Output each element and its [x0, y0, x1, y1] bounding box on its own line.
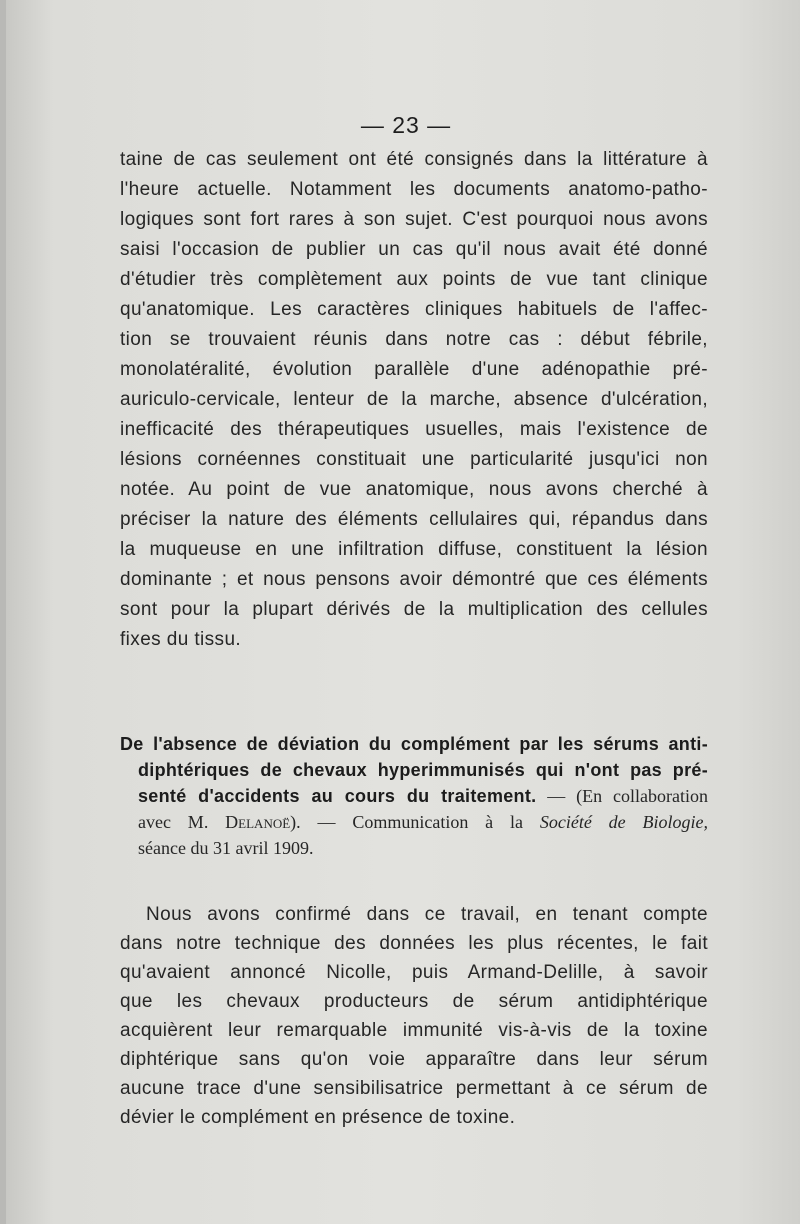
- text-line: dans notre technique des données les plus récentes, le fait: [120, 933, 708, 954]
- text-line: notée. Au point de vue anatomique, nous avons cherché à: [120, 479, 708, 500]
- text-line: taine de cas seulement ont été consignés dans la littérature à: [120, 149, 708, 170]
- text-line: aucune trace d'une sensibilisatrice permettant à ce sérum de: [120, 1078, 708, 1099]
- text-line: d'étudier très complètement aux points de vue tant clinique: [120, 269, 708, 290]
- text-line: sont pour la plupart dérivés de la multiplication des cellules: [120, 599, 708, 620]
- session-date: séance du 31 avril 1909.: [138, 838, 314, 858]
- text-line: tion se trouvaient réunis dans notre cas : début fébrile,: [120, 329, 708, 350]
- body-paragraph-1: [120, 145, 708, 655]
- section-title-line: diphtériques de chevaux hyperimmunisés qui n'ont pas pré-: [138, 760, 708, 780]
- text-line: inefficacité des thérapeutiques usuelles, mais l'existence de: [120, 419, 708, 440]
- journal-name: Société de Biologie,: [539, 812, 708, 832]
- page-number: — 23 —: [360, 112, 452, 138]
- collaborator-prefix: avec M.: [138, 812, 226, 832]
- collaborator-name: Delanoë: [225, 812, 291, 832]
- text-line: monolatéralité, évolution parallèle d'une adénopathie pré-: [120, 359, 708, 380]
- text-line: Nous avons confirmé dans ce travail, en tenant compte: [146, 904, 708, 925]
- text-line: que les chevaux producteurs de sérum antidiphtérique: [120, 991, 708, 1012]
- text-line: saisi l'occasion de publier un cas qu'il nous avait été donné: [120, 239, 708, 260]
- page: [6, 0, 800, 1224]
- text-line: acquièrent leur remarquable immunité vis-à-vis de la toxine: [120, 1020, 708, 1041]
- text-line: dévier le complément en présence de toxine.: [120, 1107, 516, 1128]
- section-title-line: De l'absence de déviation du complément par les sérums anti-: [120, 734, 708, 754]
- text-line: auriculo-cervicale, lenteur de la marche, absence d'ulcération,: [120, 389, 708, 410]
- body-paragraph-2: [120, 900, 708, 1132]
- text-line: l'heure actuelle. Notamment les documents anatomo-patho-: [120, 179, 708, 200]
- text-line: qu'anatomique. Les caractères cliniques habituels de l'affec-: [120, 299, 708, 320]
- collaboration-note: — (En collaboration: [536, 786, 708, 806]
- text-line: préciser la nature des éléments cellulaires qui, répandus dans: [120, 509, 708, 530]
- text-line: qu'avaient annoncé Nicolle, puis Armand-Delille, à savoir: [120, 962, 708, 983]
- text-line: diphtérique sans qu'on voie apparaître dans leur sérum: [120, 1049, 708, 1070]
- communication-text: ). — Communication à la: [290, 812, 540, 832]
- section-entry: [120, 731, 708, 861]
- text-line: fixes du tissu.: [120, 629, 242, 650]
- text-line: logiques sont fort rares à son sujet. C'est pourquoi nous avons: [120, 209, 708, 230]
- text-line: la muqueuse en une infiltration diffuse, constituent la lésion: [120, 539, 708, 560]
- text-line: dominante ; et nous pensons avoir démontré que ces éléments: [120, 569, 708, 590]
- communication-line: [120, 809, 708, 835]
- section-title-end: senté d'accidents au cours du traitement.: [138, 786, 537, 806]
- section-title-line: [120, 783, 708, 809]
- text-line: lésions cornéennes constituait une particularité jusqu'ici non: [120, 449, 708, 470]
